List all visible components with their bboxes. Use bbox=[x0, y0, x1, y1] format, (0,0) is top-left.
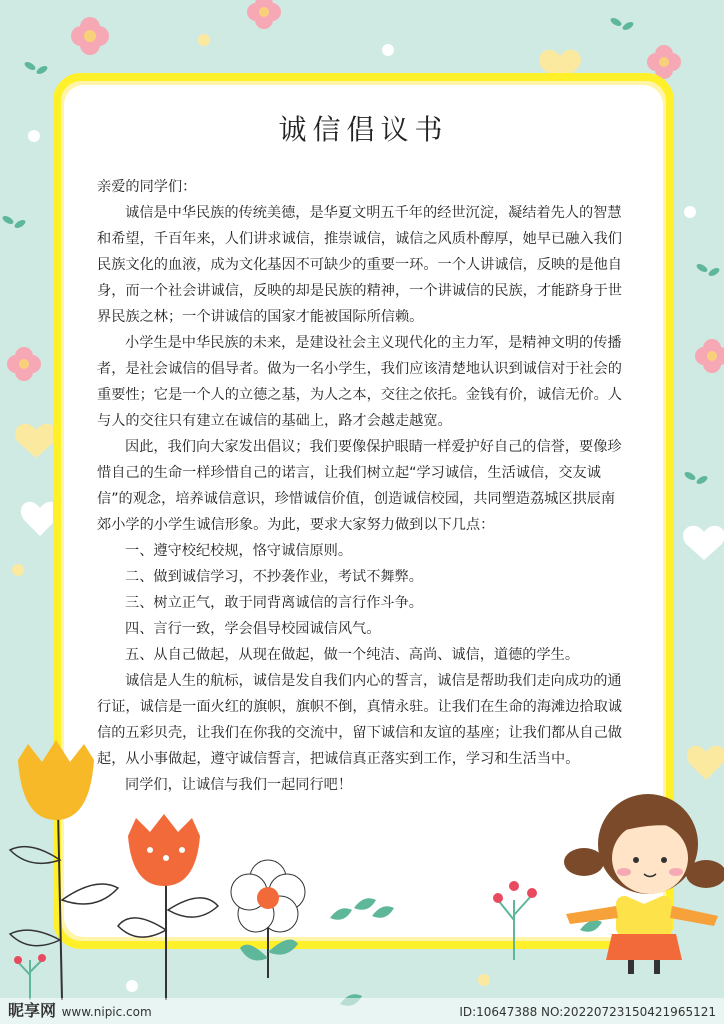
heart-icon bbox=[15, 424, 57, 458]
watermark-url: www.nipic.com bbox=[61, 1005, 152, 1019]
dot-decoration bbox=[28, 130, 40, 142]
dot-decoration bbox=[198, 34, 210, 46]
heart-icon bbox=[683, 526, 724, 560]
list-item: 四、言行一致，学会倡导校园诚信风气。 bbox=[125, 621, 381, 637]
closing-paragraph: 诚信是人生的航标，诚信是发自我们内心的誓言，诚信是帮助我们走向成功的通行证，诚信是一面火红的旗帜，旗帜不倒，真情永驻。让我们在生命的海滩边拾取诚信的五彩贝壳，让我们在你我的交流中，留下诚信和友谊的基座；让我们都从自己做起，从小事做起，遵守诚信誓言，把诚信真正落实到工作，学习和生活当中。 bbox=[97, 673, 622, 767]
list-item: 一、遵守校纪校规，恪守诚信原则。 bbox=[125, 543, 353, 559]
heart-icon bbox=[687, 746, 724, 780]
dot-decoration bbox=[382, 44, 394, 56]
dot-decoration bbox=[126, 980, 138, 992]
pink-flower-icon bbox=[7, 347, 41, 381]
dot-decoration bbox=[12, 564, 24, 576]
paragraph: 因此，我们向大家发出倡议；我们要像保护眼睛一样爱护好自己的信誉，要像珍惜自己的生命一样珍惜自己的诺言，让我们树立起“学习诚信，生活诚信，交友诚信”的观念，培养诚信意识，珍惜诚信价值，创造诚信校园，共同塑造荔城区拱辰南郊小学的小学生诚信形象。为此，要求大家努力做到以下几点： bbox=[97, 439, 622, 533]
watermark-logo bbox=[8, 998, 152, 1021]
pink-flower-icon bbox=[695, 339, 724, 373]
watermark-logo-text: 昵享网 bbox=[8, 1001, 57, 1020]
sign-off: 同学们，让诚信与我们一起同行吧！ bbox=[125, 777, 353, 793]
paragraph: 诚信是中华民族的传统美德，是华夏文明五千年的经世沉淀，凝结着先人的智慧和希望，千百年来，人们讲求诚信，推崇诚信，诚信之风质朴醇厚，她早已融入我们民族文化的血液，成为文化基因不可缺少的重要一环。一个人讲诚信，反映的是他自身，而一个社会讲诚信，反映的却是民族的精神，一个讲诚信的民族，才能跻身于世界民族之林；一个讲诚信的国家才能被国际所信赖。 bbox=[97, 205, 622, 325]
list-item: 二、做到诚信学习，不抄袭作业，考试不舞弊。 bbox=[125, 569, 423, 585]
list-item: 三、树立正气，敢于同背离诚信的言行作斗争。 bbox=[125, 595, 423, 611]
dot-decoration bbox=[478, 974, 490, 986]
pink-flower-icon bbox=[247, 0, 281, 29]
watermark-id: ID:10647388 NO:20220723150421965121 bbox=[459, 1005, 716, 1019]
pink-flower-icon bbox=[71, 17, 109, 55]
salutation: 亲爱的同学们： bbox=[97, 179, 197, 195]
list-item: 五、从自己做起，从现在做起，做一个纯洁、高尚、诚信，道德的学生。 bbox=[125, 647, 580, 663]
paragraph: 小学生是中华民族的未来，是建设社会主义现代化的主力军，是精神文明的传播者，是社会诚信的倡导者。做为一名小学生，我们应该清楚地认识到诚信对于社会的重要性；它是一个人的立德之基，为人之本，交往之依托。金钱有价，诚信无价。人与人的交往只有建立在诚信的基础上，路才会越走越宽。 bbox=[97, 335, 622, 429]
page-title: 诚信倡议书 bbox=[278, 113, 449, 146]
watermark-bar bbox=[0, 998, 724, 1024]
letter-body bbox=[97, 174, 629, 798]
dot-decoration bbox=[684, 206, 696, 218]
